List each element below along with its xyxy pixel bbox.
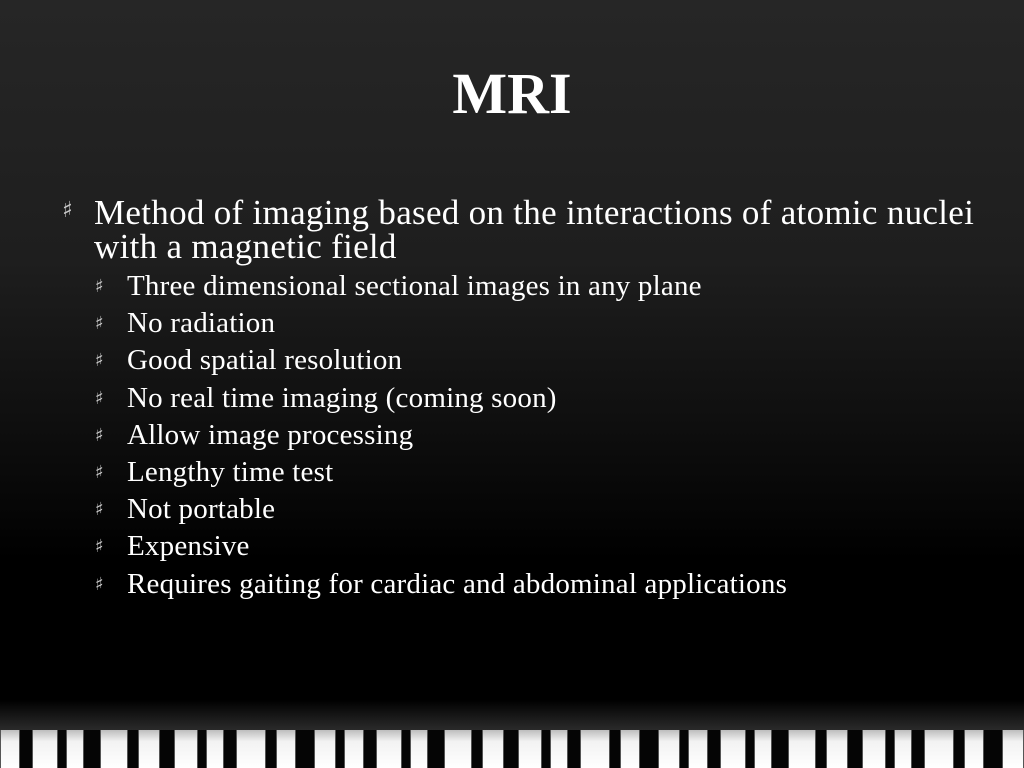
piano-key xyxy=(1002,730,1024,768)
sub-bullet-item xyxy=(62,342,982,379)
sharp-bullet-icon: ♯ xyxy=(95,499,104,521)
piano-key-row xyxy=(0,730,1024,768)
piano-key xyxy=(826,730,848,768)
piano-key xyxy=(620,730,640,768)
piano-key xyxy=(66,730,84,768)
piano-key xyxy=(138,730,160,768)
sub-bullet-text: Expensive xyxy=(127,530,250,563)
piano-key xyxy=(862,730,886,768)
piano-keys-decoration xyxy=(0,700,1024,768)
sharp-bullet-icon: ♯ xyxy=(95,462,104,484)
piano-key xyxy=(788,730,816,768)
piano-key xyxy=(276,730,296,768)
main-bullet-text: Method of imaging based on the interactions of atomic nuclei with a magnetic field xyxy=(94,193,975,266)
sub-bullet-item xyxy=(62,305,982,342)
piano-key xyxy=(924,730,954,768)
sub-bullet-item xyxy=(62,417,982,454)
piano-key xyxy=(410,730,428,768)
piano-key xyxy=(100,730,128,768)
sub-bullet-item xyxy=(62,454,982,491)
piano-key xyxy=(518,730,542,768)
sub-bullet-text: Requires gaiting for cardiac and abdominal applications xyxy=(127,567,788,600)
sub-bullet-text: Allow image processing xyxy=(127,418,414,451)
piano-key xyxy=(0,730,20,768)
slide-title: MRI xyxy=(452,61,572,126)
sub-bullet-text: No real time imaging (coming soon) xyxy=(127,381,557,414)
keys-shadow xyxy=(0,700,1024,730)
sub-bullet-text: Lengthy time test xyxy=(127,456,334,489)
piano-key xyxy=(314,730,336,768)
piano-key xyxy=(174,730,198,768)
piano-key xyxy=(688,730,708,768)
sharp-bullet-icon: ♯ xyxy=(95,350,104,372)
piano-key xyxy=(964,730,984,768)
piano-key xyxy=(580,730,610,768)
sub-bullet-item xyxy=(62,528,982,565)
sharp-bullet-icon: ♯ xyxy=(95,573,104,595)
piano-key xyxy=(32,730,58,768)
sharp-bullet-icon: ♯ xyxy=(95,536,104,558)
sub-bullet-text: Not portable xyxy=(127,493,276,526)
sub-bullet-item xyxy=(62,491,982,528)
sharp-bullet-icon: ♯ xyxy=(95,313,104,335)
piano-key xyxy=(236,730,266,768)
sub-bullet-item xyxy=(62,268,982,305)
sub-bullet-text: Three dimensional sectional images in any plane xyxy=(127,270,702,302)
piano-key xyxy=(894,730,912,768)
piano-key xyxy=(376,730,402,768)
sub-bullet-list xyxy=(62,268,982,603)
piano-key xyxy=(720,730,746,768)
sharp-bullet-icon: ♯ xyxy=(95,387,104,409)
piano-key xyxy=(754,730,772,768)
piano-key xyxy=(482,730,504,768)
sharp-bullet-icon: ♯ xyxy=(95,276,104,297)
sub-bullet-text: Good spatial resolution xyxy=(127,344,403,377)
slide-content xyxy=(62,193,982,603)
sub-bullet-text: No radiation xyxy=(127,307,276,340)
piano-key xyxy=(344,730,364,768)
sub-bullet-item xyxy=(62,566,982,603)
sharp-bullet-icon: ♯ xyxy=(62,198,73,223)
piano-key xyxy=(206,730,224,768)
sub-bullet-item xyxy=(62,380,982,417)
piano-key xyxy=(550,730,568,768)
piano-key xyxy=(444,730,472,768)
main-bullet-item xyxy=(62,193,982,266)
piano-key xyxy=(658,730,680,768)
sharp-bullet-icon: ♯ xyxy=(95,424,104,446)
